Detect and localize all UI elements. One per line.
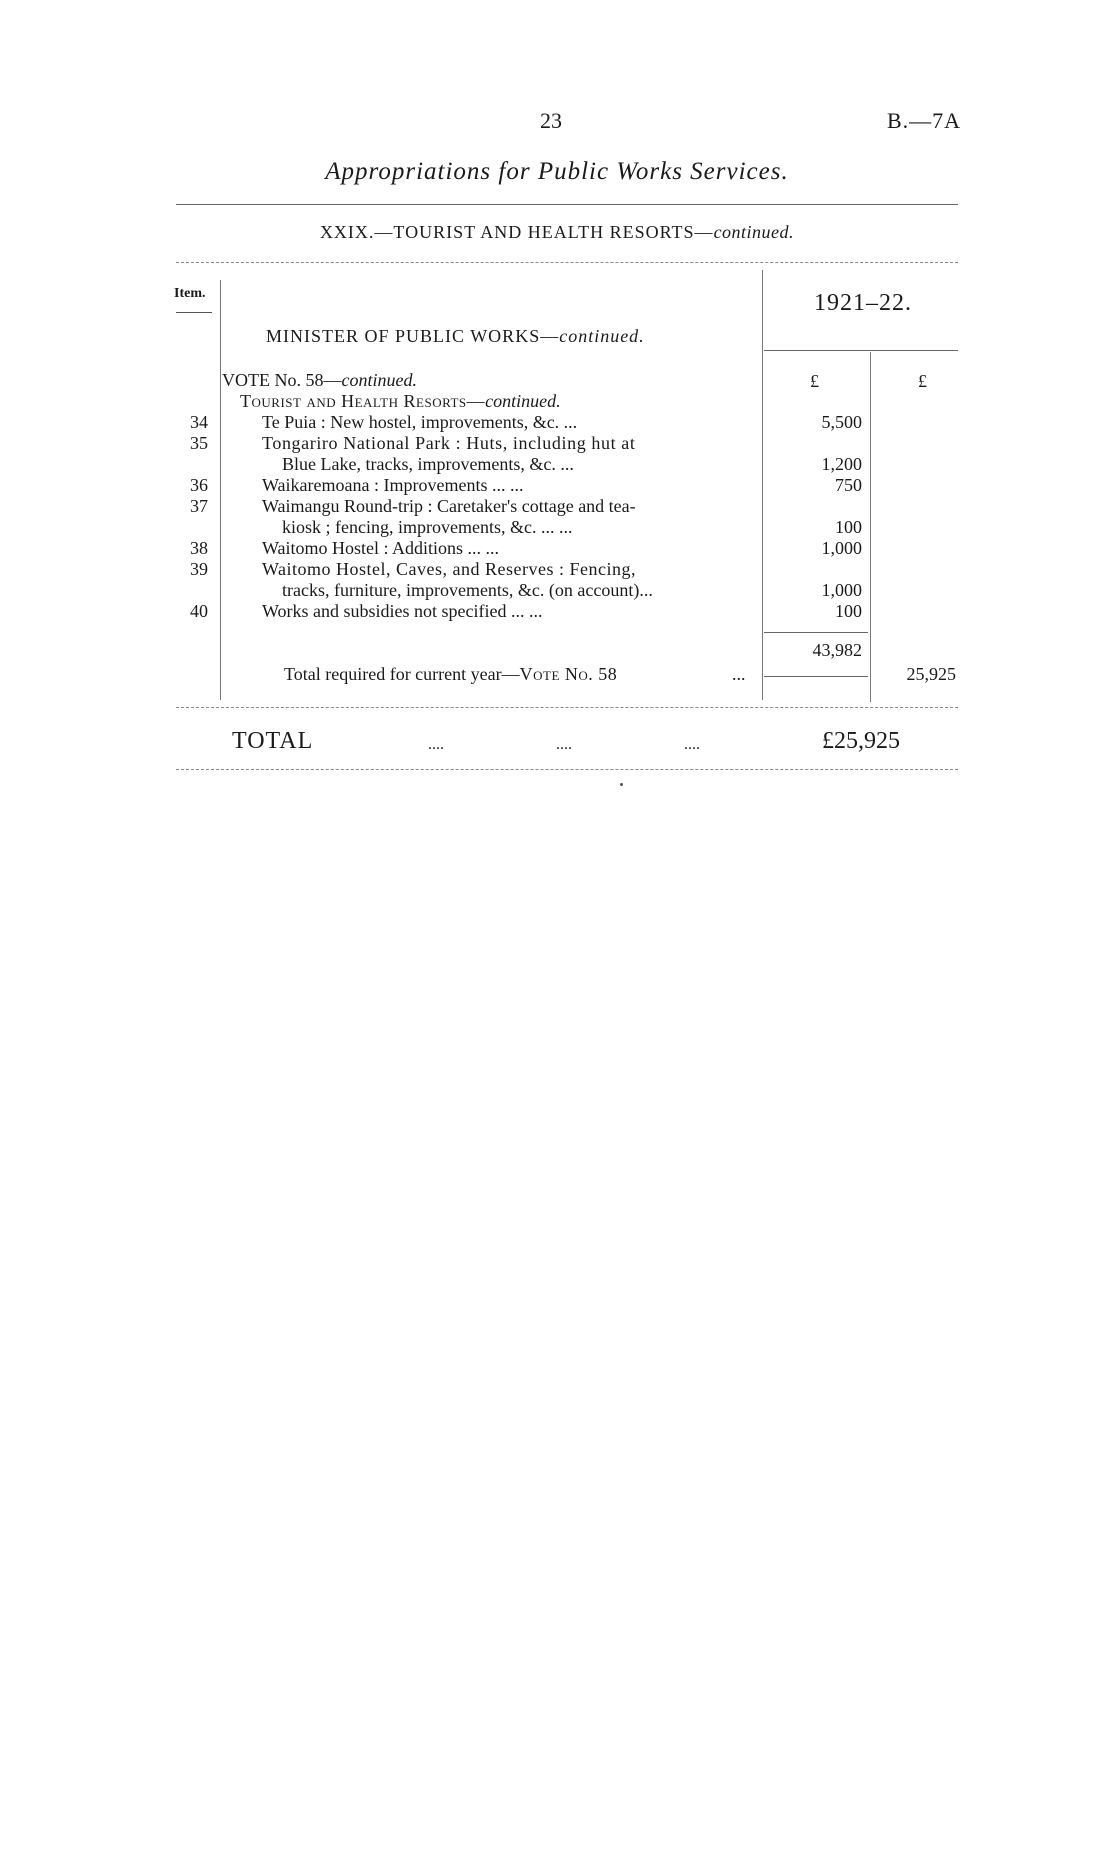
item-description-continued: Blue Lake, tracks, improvements, &c. ... xyxy=(282,454,574,474)
item-column-divider xyxy=(220,280,221,700)
item-description: Waitomo Hostel : Additions ... ... xyxy=(262,538,500,558)
item-header-underline xyxy=(176,312,212,313)
table-bottom-rule xyxy=(176,707,958,708)
item-description: Waimangu Round-trip : Caretaker's cottage and tea- xyxy=(262,496,636,516)
subtotal-rule-top xyxy=(764,632,868,633)
vote-total-label xyxy=(284,664,617,685)
item-description: Works and subsidies not specified ... ... xyxy=(262,601,543,621)
item-amount: 5,500 xyxy=(821,412,862,432)
item-column-header: Item. xyxy=(174,286,206,301)
item-description-continued: tracks, furniture, improvements, &c. (on account)... xyxy=(282,580,653,600)
currency-symbol-col1: £ xyxy=(810,371,819,391)
grand-total-rule xyxy=(176,769,958,770)
vote-total-leader-dots: ... xyxy=(732,664,746,684)
grand-total-leader-dots: .... xyxy=(684,736,700,753)
vote-total-amount: 25,925 xyxy=(906,664,956,684)
item-number: 39 xyxy=(190,559,208,579)
ministry-heading-continued: continued. xyxy=(559,326,645,346)
currency-symbol-col2: £ xyxy=(918,371,927,391)
item-description: Waitomo Hostel, Caves, and Reserves : Fencing, xyxy=(262,559,636,579)
ministry-heading-main: MINISTER OF PUBLIC WORKS— xyxy=(266,326,560,346)
item-number: 38 xyxy=(190,538,208,558)
section-heading-continued: continued. xyxy=(713,222,795,242)
item-amount: 750 xyxy=(835,475,862,495)
item-description: Tongariro National Park : Huts, including hut at xyxy=(262,433,636,453)
subtotal-amount: 43,982 xyxy=(812,640,862,660)
item-amount: 1,000 xyxy=(821,580,862,600)
vote-total-label-main: Total required for current year— xyxy=(284,664,520,684)
title-rule xyxy=(176,204,958,205)
item-number: 37 xyxy=(190,496,208,516)
page-number: 23 xyxy=(540,108,562,133)
vote-heading-main: VOTE No. 58— xyxy=(222,370,342,390)
subtotal-rule-bottom xyxy=(764,676,868,677)
item-amount: 1,200 xyxy=(821,454,862,474)
item-number: 36 xyxy=(190,475,208,495)
section-heading xyxy=(0,222,1114,243)
amount-column-divider xyxy=(870,352,871,702)
item-amount: 100 xyxy=(835,601,862,621)
subvote-heading-continued: continued. xyxy=(485,391,561,411)
ministry-heading xyxy=(266,326,645,347)
document-reference: B.—7A xyxy=(887,108,962,133)
item-amount: 100 xyxy=(835,517,862,537)
subvote-heading-main: Tourist and Health Resorts— xyxy=(240,391,486,411)
section-rule xyxy=(176,262,958,263)
item-amount: 1,000 xyxy=(821,538,862,558)
section-heading-main: XXIX.—TOURIST AND HEALTH RESORTS— xyxy=(319,222,714,242)
subvote-heading xyxy=(240,391,561,412)
item-description: Waikaremoana : Improvements ... ... xyxy=(262,475,524,495)
grand-total-label: TOTAL xyxy=(232,728,314,754)
item-number: 35 xyxy=(190,433,208,453)
grand-total-amount: £25,925 xyxy=(822,728,900,754)
vote-heading-continued: continued. xyxy=(341,370,417,390)
page-title: Appropriations for Public Works Services. xyxy=(325,158,789,185)
item-description: Te Puia : New hostel, improvements, &c. ... xyxy=(262,412,578,432)
item-description-continued: kiosk ; fencing, improvements, &c. ... ... xyxy=(282,517,573,537)
year-header-rule xyxy=(764,350,958,351)
description-column-divider xyxy=(762,270,763,700)
vote-heading xyxy=(222,370,417,391)
item-number: 40 xyxy=(190,601,208,621)
vote-total-label-vote: Vote No. 58 xyxy=(519,664,618,684)
item-number: 34 xyxy=(190,412,208,432)
grand-total-leader-dots: .... xyxy=(556,736,572,753)
grand-total-leader-dots: .... xyxy=(428,736,444,753)
year-column-header: 1921–22. xyxy=(814,290,912,316)
print-speck xyxy=(620,783,623,786)
